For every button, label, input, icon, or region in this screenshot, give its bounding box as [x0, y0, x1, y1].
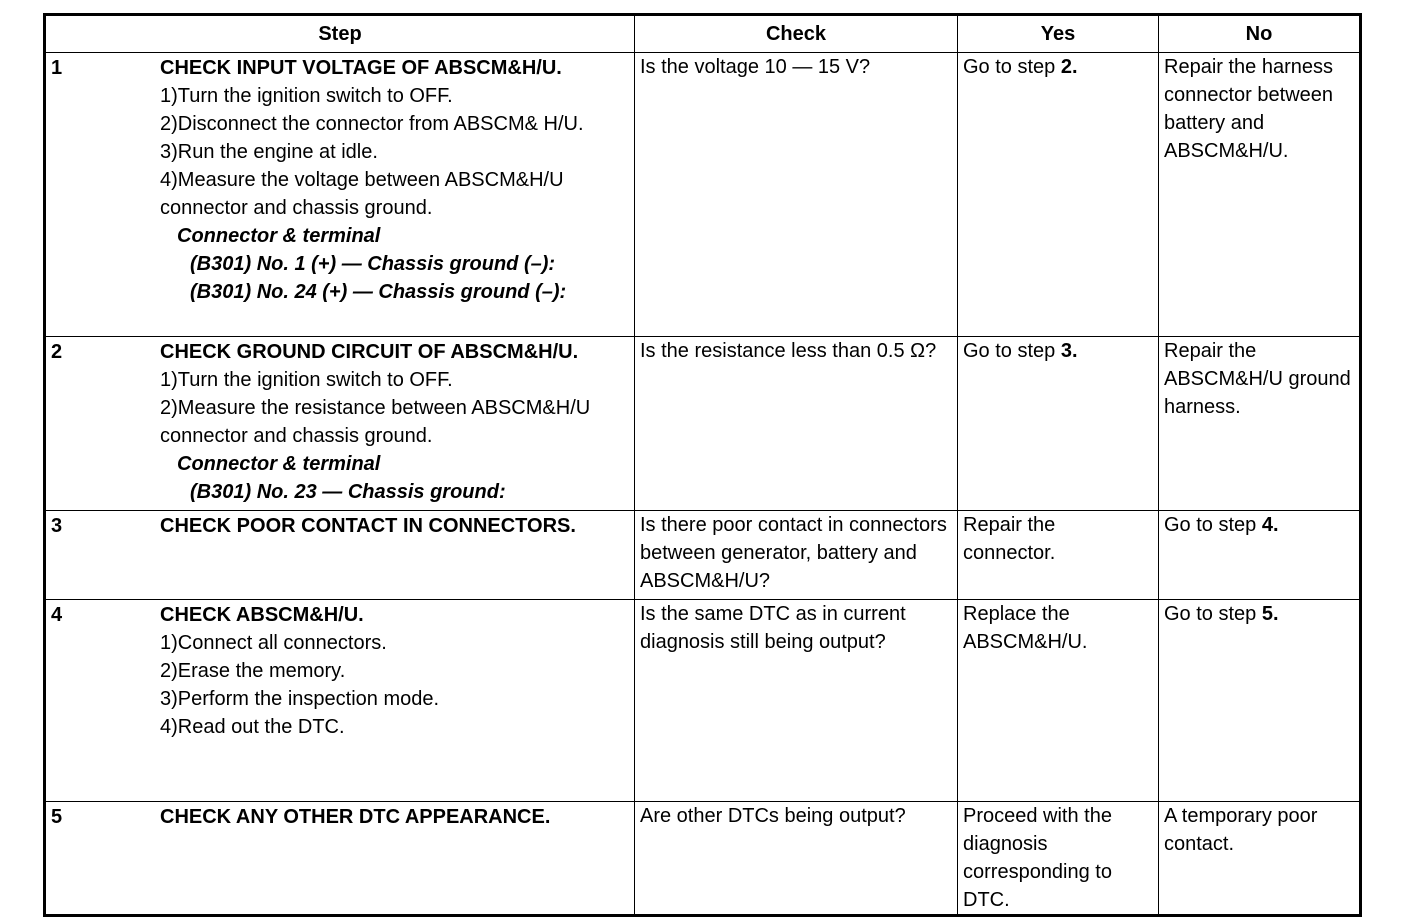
no-step-ref: 5.: [1261, 603, 1279, 625]
no-text: Go to step: [1164, 603, 1262, 625]
step-cell: [45, 600, 635, 802]
step-cell: [45, 511, 635, 600]
check-cell: Is the same DTC as in current diagnosis still being output?: [635, 600, 958, 802]
check-cell: Are other DTCs being output?: [635, 802, 958, 916]
no-cell: [1159, 802, 1361, 916]
step-title: CHECK ABSCM&H/U.: [160, 604, 364, 626]
connector-heading: Connector & terminal: [177, 453, 381, 475]
connector-terminal-line: (B301) No. 1 (+) — Chassis ground (–):: [190, 253, 556, 275]
step-instruction: 1)Turn the ignition switch to OFF.: [160, 85, 453, 107]
step-number: 5: [51, 806, 63, 828]
table-row: [45, 600, 1361, 802]
yes-cell: [958, 337, 1159, 511]
connector-terminal-line: (B301) No. 24 (+) — Chassis ground (–):: [190, 281, 567, 303]
yes-text: Go to step: [963, 56, 1061, 78]
yes-cell: [958, 53, 1159, 337]
step-title: CHECK GROUND CIRCUIT OF ABSCM&H/U.: [160, 341, 579, 363]
step-cell: [45, 802, 635, 916]
yes-text: Proceed with the diagnosis corresponding to DTC.: [963, 805, 1112, 911]
header-step: Step: [45, 15, 635, 53]
step-instruction: 1)Connect all connectors.: [160, 632, 387, 654]
step-instruction: 2)Disconnect the connector from ABSCM& H/U.: [160, 113, 584, 135]
step-number: 3: [51, 515, 63, 537]
step-instruction: 4)Read out the DTC.: [160, 716, 345, 738]
step-cell: [45, 53, 635, 337]
step-instruction: 1)Turn the ignition switch to OFF.: [160, 369, 453, 391]
header-row: [45, 15, 1361, 53]
no-cell: [1159, 53, 1361, 337]
connector-terminal-line: (B301) No. 23 — Chassis ground:: [190, 481, 506, 503]
step-number: 1: [51, 57, 63, 79]
no-text: A temporary poor contact.: [1164, 805, 1318, 855]
yes-step-ref: 2.: [1060, 56, 1078, 78]
no-text: Go to step: [1164, 514, 1262, 536]
yes-text: Repair the connector.: [963, 514, 1056, 564]
no-cell: [1159, 600, 1361, 802]
step-title: CHECK POOR CONTACT IN CONNECTORS.: [160, 515, 576, 537]
connector-heading: Connector & terminal: [177, 225, 381, 247]
header-check: Check: [635, 15, 958, 53]
table-row: [45, 802, 1361, 916]
step-number: 2: [51, 341, 63, 363]
check-cell: Is there poor contact in connectors between generator, battery and ABSCM&H/U?: [635, 511, 958, 600]
no-step-ref: 4.: [1261, 514, 1279, 536]
step-instruction: 3)Run the engine at idle.: [160, 141, 378, 163]
yes-cell: [958, 802, 1159, 916]
step-instruction: 2)Measure the resistance between ABSCM&H/U connector and chassis ground.: [160, 397, 591, 447]
header-no: No: [1159, 15, 1361, 53]
yes-cell: [958, 600, 1159, 802]
table-row: [45, 511, 1361, 600]
step-title: CHECK ANY OTHER DTC APPEARANCE.: [160, 806, 551, 828]
table-row: [45, 337, 1361, 511]
no-cell: [1159, 511, 1361, 600]
table-row: [45, 53, 1361, 337]
check-cell: Is the resistance less than 0.5 Ω?: [635, 337, 958, 511]
yes-text: Go to step: [963, 340, 1061, 362]
yes-cell: [958, 511, 1159, 600]
step-instruction: 2)Erase the memory.: [160, 660, 346, 682]
yes-step-ref: 3.: [1060, 340, 1078, 362]
step-number: 4: [51, 604, 63, 626]
step-title: CHECK INPUT VOLTAGE OF ABSCM&H/U.: [160, 57, 562, 79]
no-cell: [1159, 337, 1361, 511]
diagnostic-table: [43, 13, 1362, 917]
header-yes: Yes: [958, 15, 1159, 53]
yes-text: Replace the ABSCM&H/U.: [963, 603, 1088, 653]
step-cell: [45, 337, 635, 511]
no-text: Repair the ABSCM&H/U ground harness.: [1164, 340, 1351, 418]
check-cell: Is the voltage 10 — 15 V?: [635, 53, 958, 337]
step-instruction: 3)Perform the inspection mode.: [160, 688, 440, 710]
no-text: Repair the harness connector between battery and ABSCM&H/U.: [1164, 56, 1334, 162]
step-instruction: 4)Measure the voltage between ABSCM&H/U connector and chassis ground.: [160, 169, 564, 219]
